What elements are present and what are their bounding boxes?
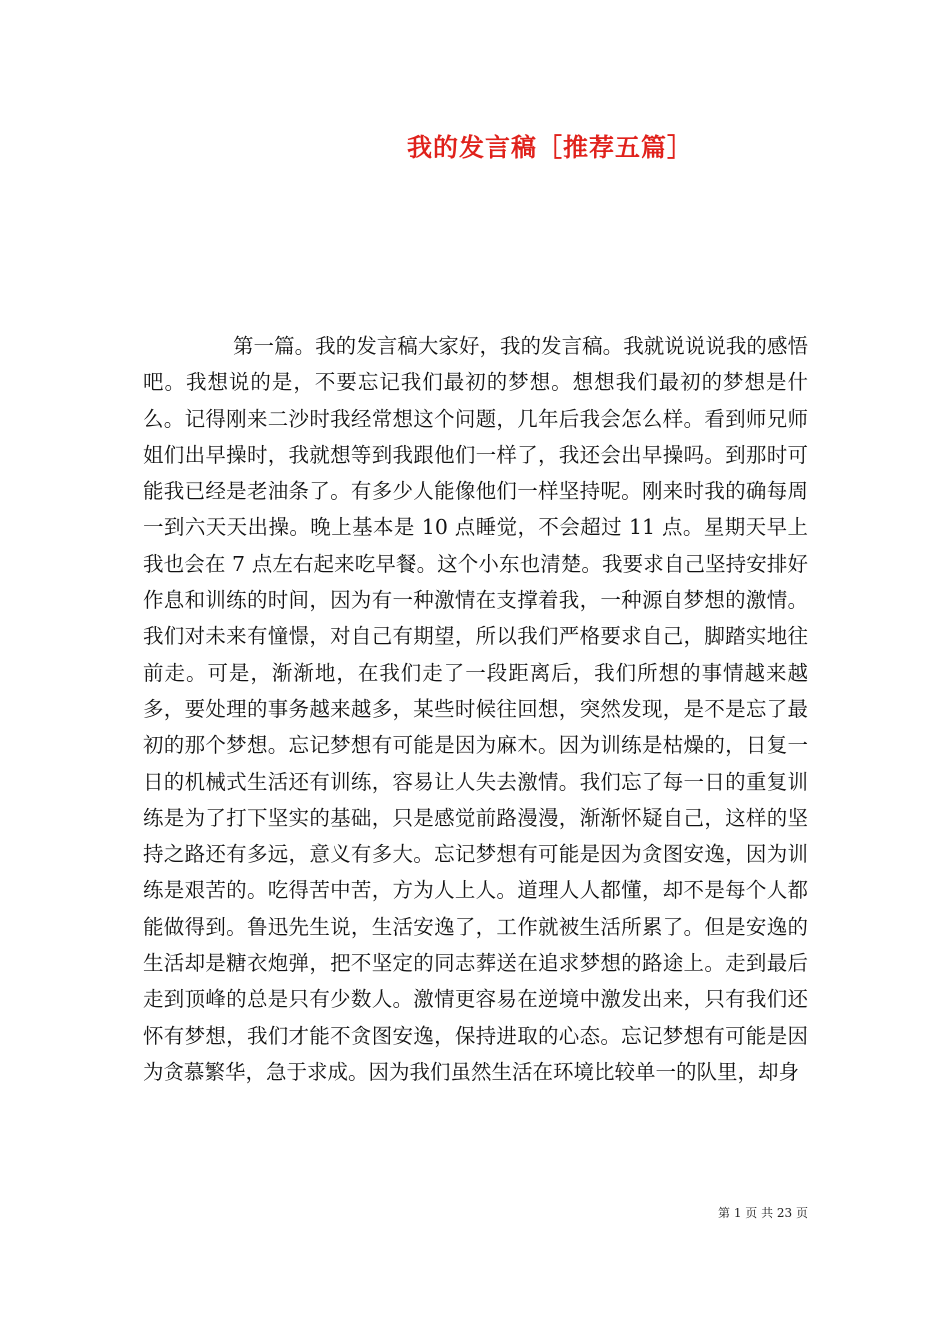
document-title: 我的发言稿［推荐五篇］ [406, 133, 693, 162]
document-body-text: 第一篇。我的发言稿大家好，我的发言稿。我就说说说我的感悟吧。我想说的是，不要忘记我们最初的梦想。想想我们最初的梦想是什么。记得刚来二沙时我经常想这个问题，几年后我会怎么样。看到师兄师姐们出早操时，我就想等到我跟他们一样了，我还会出早操吗。到那时可能我已经是老油条了。有多少人能像他们一样坚持呢。刚来时我的确每周一到六天天出操。晚上基本是 10 点睡觉，不会超过 11 点。星期天早上我也会在 7 点左右起来吃早餐。这个小东也清楚。我要求自己坚持安排好作息和训练的时间，因为有一种激情在支撑着我，一种源自梦想的激情。我们对未来有憧憬，对自己有期望，所以我们严格要求自己，脚踏实地往前走。可是，渐渐地，在我们走了一段距离后，我们所想的事情越来越多，要处理的事务越来越多，某些时候往回想，突然发现，是不是忘了最初的那个梦想。忘记梦想有可能是因为麻木。因为训练是枯燥的，日复一日的机械式生活还有训练，容易让人失去激情。我们忘了每一日的重复训练是为了打下坚实的基础，只是感觉前路漫漫，渐渐怀疑自己，这样的坚持之路还有多远，意义有多大。忘记梦想有可能是因为贪图安逸，因为训练是艰苦的。吃得苦中苦，方为人上人。道理人人都懂，却不是每个人都能做得到。鲁迅先生说，生活安逸了，工作就被生活所累了。但是安逸的生活却是糖衣炮弹，把不坚定的同志葬送在追求梦想的路途上。走到最后走到顶峰的总是只有少数人。激情更容易在逆境中激发出来，只有我们还怀有梦想，我们才能不贪图安逸，保持进取的心态。忘记梦想有可能是因为贪慕繁华，急于求成。因为我们虽然生活在环境比较单一的队里，却身 [143, 334, 808, 1084]
page-footer: 第 1 页 共 23 页 [718, 1206, 808, 1220]
